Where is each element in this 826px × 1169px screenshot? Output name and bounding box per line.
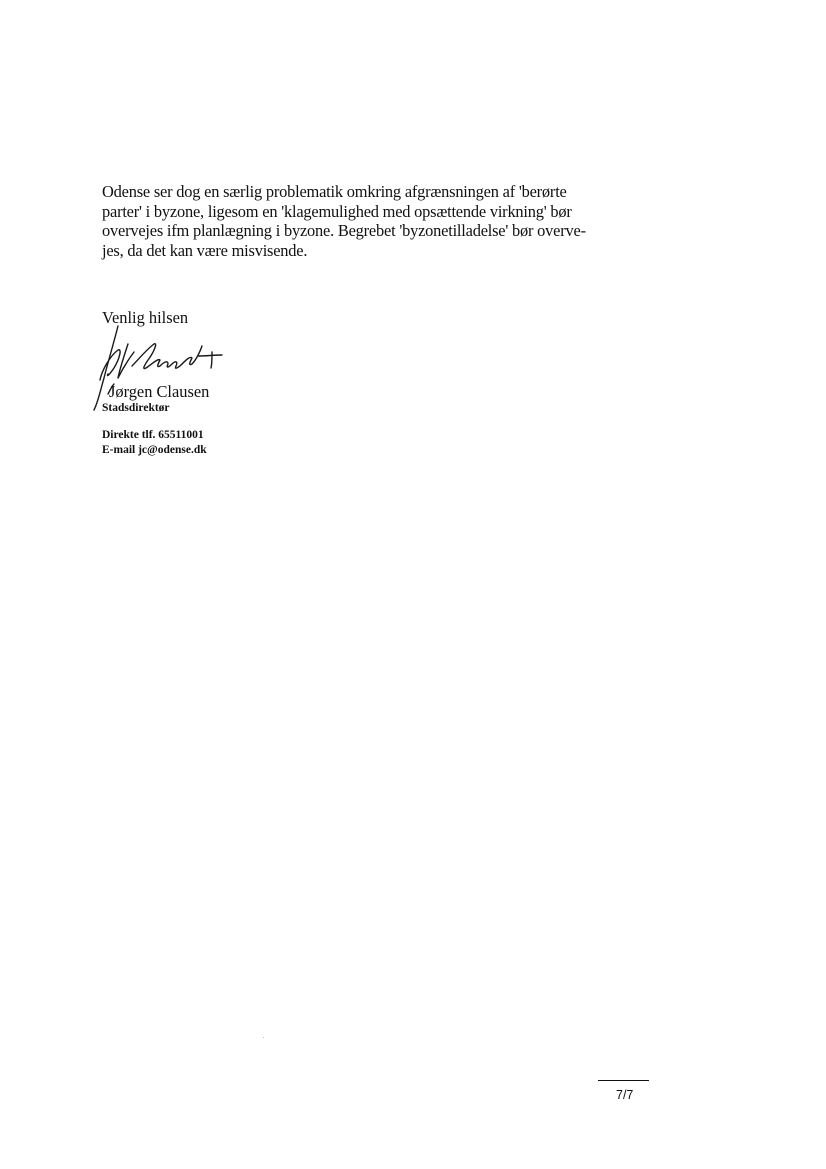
body-line-2: parter' i byzone, ligesom en 'klagemulighed med opsættende virkning' bør xyxy=(102,201,572,221)
signatory-title: Stadsdirektør xyxy=(102,402,170,414)
footer-rule xyxy=(598,1080,649,1081)
body-line-3: overvejes ifm planlægning i byzone. Begrebet 'byzonetilladelse' bør overve- xyxy=(102,221,586,241)
body-line-1: Odense ser dog en særlig problematik omkring afgrænsningen af 'berørte xyxy=(102,182,567,201)
signatory-name: Jørgen Clausen xyxy=(109,382,210,401)
body-line-4: jes, da det kan være misvisende. xyxy=(102,240,308,260)
phone-line: Direkte tlf. 65511001 xyxy=(102,429,204,441)
body-paragraph xyxy=(102,182,602,260)
contact-block xyxy=(102,428,207,457)
page-number: 7/7 xyxy=(616,1088,634,1102)
closing-greeting: Venlig hilsen xyxy=(102,308,189,327)
scan-speck xyxy=(263,1037,264,1038)
email-line: E-mail jc@odense.dk xyxy=(102,443,207,456)
